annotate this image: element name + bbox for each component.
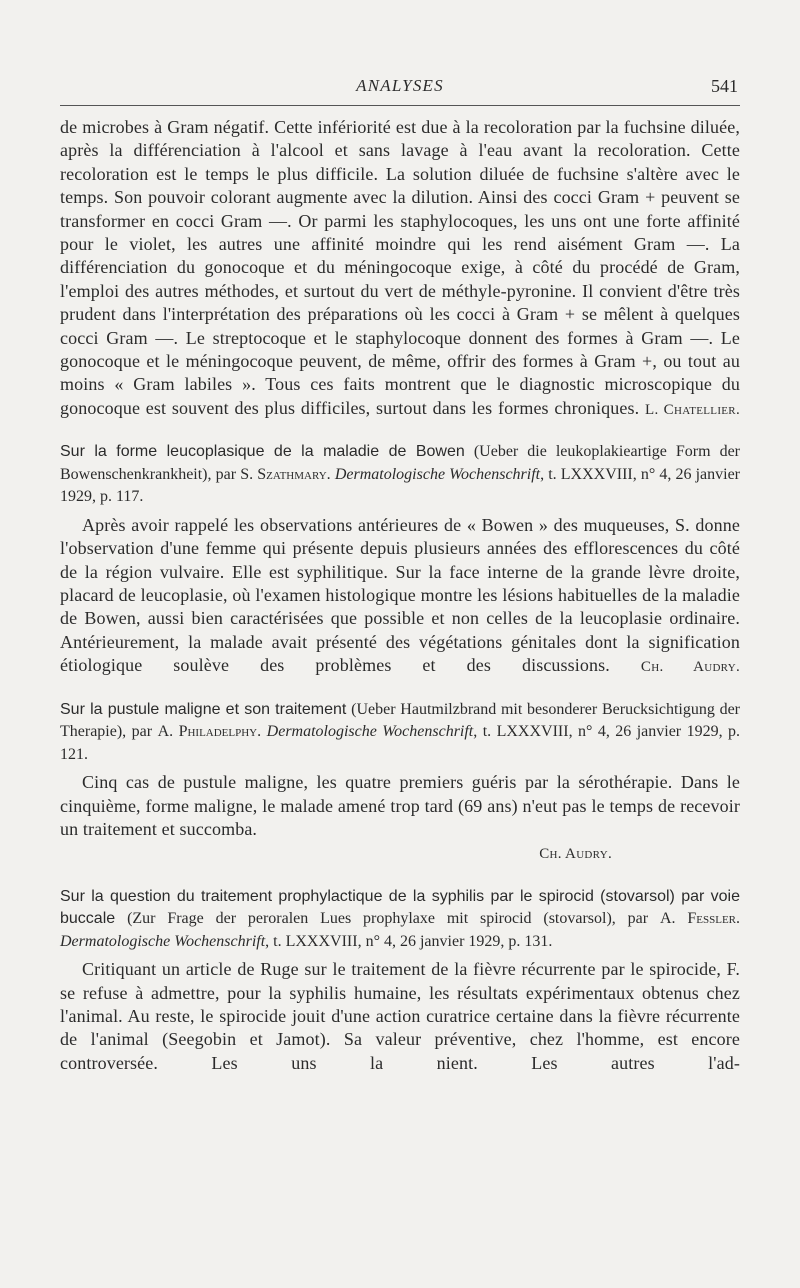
abstract-heading [60, 698, 740, 766]
paragraph: Critiquant un article de Ruge sur le traitement de la fièvre récurrente par le spirocide, F. se refuse à admettre, pour la syphilis humaine, les résultats expérimentaux obtenus chez l'animal. Au reste, le spirocide jouit d'une action curatrice certaine dans la fièvre récurrente de l'animal (Seegobin et Jamot). Sa valeur préventive, chez l'homme, est encore controversée. Les uns la nient. Les autres l'ad- [60, 959, 740, 1073]
paragraph: Cinq cas de pustule maligne, les quatre premiers guéris par la sérothérapie. Dans le cinquième, forme maligne, le malade amené trop tard (69 ans) n'eut pas le temps de recevoir un traitement et succomba. [60, 772, 740, 839]
abstract-author: A. Philadelphy. [157, 723, 262, 741]
abstract-journal: Dermatologische Wochenschrift [334, 465, 541, 483]
signature: Ch. Audry. [539, 846, 612, 863]
abstract-heading [60, 440, 740, 508]
abstract-heading [60, 885, 740, 953]
body-text [60, 116, 740, 1075]
paragraph: de microbes à Gram négatif. Cette infériorité est due à la recoloration par la fuchsine diluée, après la différenciation à l'alcool et sans lavage à l'eau avant la recoloration. Cette recoloration est le temps le plus difficile. La solution diluée de fuchsine s'altère avec le temps. Son pouvoir colorant augmente avec la dilution. Ainsi des cocci Gram + peuvent se transformer en cocci Gram —. Or parmi les staphylocoques, les uns ont une forte affinité pour le violet, les autres une affinité moindre qui les rend aisément Gram —. La différenciation du gonocoque et du méningocoque exige, à côté du procédé de Gram, l'emploi des autres méthodes, et surtout du vert de méthyle-pyronine. Il convient d'être très prudent dans l'interprétation des préparations où les cocci à Gram + se mêlent à quelques cocci Gram —. Le streptocoque et le staphylocoque donnent des formes à Gram —. Le gonocoque et le méningocoque peuvent, de même, offrir des formes à Gram +, ou tout au moins « Gram labiles ». Tous ces faits montrent que le diagnostic microscopique du gonocoque est souvent des plus difficiles, surtout dans les formes chroniques. L. Chatellier. [60, 117, 740, 418]
signature-line [60, 841, 740, 866]
abstract-citation: , t. LXXXVIII, n° 4, 26 janvier 1929, p. 131. [265, 932, 553, 950]
abstract-title: Sur la pustule maligne et son traitement [60, 700, 347, 718]
abstract-reference: (Ueber Hautmilzbrand mit besonderer Berucksichtigung der Therapie), par [60, 700, 741, 741]
abstract-title: Sur la forme leucoplasique de la maladie de Bowen [60, 443, 465, 461]
running-title: ANALYSES [356, 76, 444, 95]
signature: Ch. Audry. [640, 659, 741, 676]
paragraph: Après avoir rappelé les observations antérieures de « Bowen » des muqueuses, S. donne l'observation d'une femme qui présente depuis plusieurs années des efflorescences du côté de la région vulvaire. Elle est syphilitique. Sur la face interne de la grande lèvre droite, placard de leucoplasie, où l'examen histologique montre les lésions habituelles de la maladie de Bowen, aussi bien caractérisées que possible et non celles de la leucoplasie ordinaire. Antérieurement, la malade avait présenté des végétations génitales dont la signification étiologique soulève des problèmes et des discussions. Ch. Audry. [60, 514, 741, 676]
header-rule [60, 105, 740, 106]
abstract-title: Sur la question du traitement prophylactique de la syphilis par le spirocid (stovarsol) par voie buccale [60, 887, 740, 928]
abstract-citation: , t. LXXXVIII, n° 4, 26 janvier 1929, p. 121. [60, 723, 741, 763]
signature: L. Chatellier. [644, 401, 740, 418]
running-header [60, 74, 740, 100]
abstract-author: A. Fessler. [659, 910, 740, 928]
abstract-citation: , t. LXXXVIII, n° 4, 26 janvier 1929, p. 117. [60, 465, 740, 506]
page-number: 541 [711, 76, 738, 96]
abstract-reference: (Zur Frage der peroralen Lues prophylaxe mit spirocid (stovarsol), par [127, 910, 649, 928]
abstract-reference: (Ueber die leukoplakieartige Form der Bowenschenkrankheit), par [60, 443, 741, 483]
document-page [57, 0, 742, 1288]
abstract-author: S. Szathmary. [240, 465, 331, 483]
abstract-journal: Dermatologische Wochenschrift [60, 932, 266, 950]
abstract-journal: Dermatologische Wochenschrift [266, 723, 474, 741]
